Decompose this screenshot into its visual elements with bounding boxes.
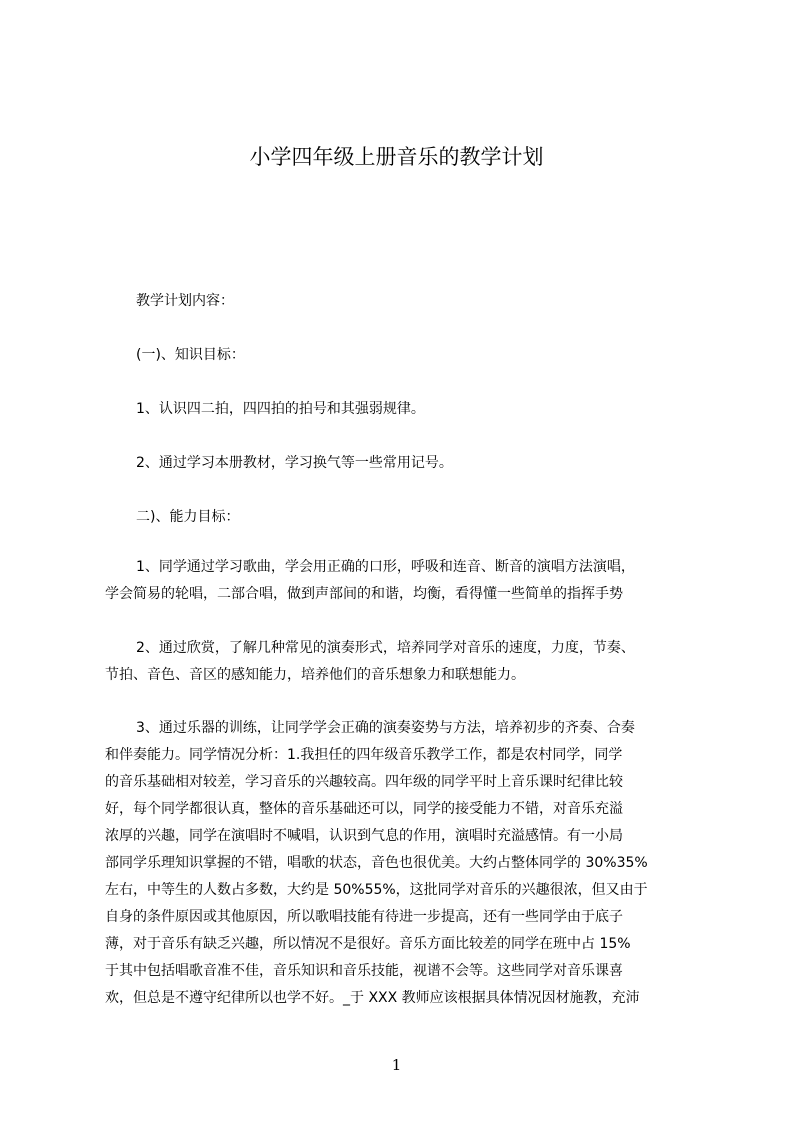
paragraph-ability-3-line: 自身的条件原因或其他原因，所以歌唱技能有待进一步提高，还有一些同学由于底子 (105, 909, 623, 925)
paragraph-ability-3-line: 欢，但总是不遵守纪律所以也学不好。_于 XXX 教师应该根据具体情况因材施教，充沛 (105, 990, 640, 1006)
document-title: 小学四年级上册音乐的教学计划 (249, 145, 544, 169)
paragraph-knowledge-1: 1、认识四二拍，四四拍的拍号和其强弱规律。 (136, 401, 425, 417)
section-heading-knowledge-goals: (一)、知识目标： (136, 347, 245, 363)
paragraph-ability-2-line: 2、通过欣赏，了解几种常见的演奏形式，培养同学对音乐的速度，力度，节奏、 (136, 640, 635, 656)
paragraph-ability-3-line: 左右，中等生的人数占多数，大约是 50%55%，这批同学对音乐的兴趣很浓，但又由于 (105, 882, 648, 898)
section-heading-plan-content: 教学计划内容： (136, 293, 234, 309)
paragraph-ability-3-line: 3、通过乐器的训练，让同学学会正确的演奏姿势与方法，培养初步的齐奏、合奏 (136, 720, 635, 736)
paragraph-ability-3-line: 于其中包括唱歌音准不佳，音乐知识和音乐技能，视谱不会等。这些同学对音乐课喜 (105, 963, 623, 979)
page-number: 1 (391, 1056, 402, 1074)
paragraph-ability-3-line: 好，每个同学都很认真，整体的音乐基础还可以，同学的接受能力不错，对音乐充溢 (105, 801, 623, 817)
paragraph-ability-2-line: 节拍、音色、音区的感知能力，培养他们的音乐想象力和联想能力。 (105, 667, 525, 683)
paragraph-ability-3-line: 部同学乐理知识掌握的不错，唱歌的状态，音色也很优美。大约占整体同学的 30%35% (105, 855, 648, 871)
paragraph-ability-1-line: 1、同学通过学习歌曲，学会用正确的口形，呼吸和连音、断音的演唱方法演唱， (136, 559, 635, 575)
paragraph-ability-3-line: 和伴奏能力。同学情况分析：1.我担任的四年级音乐教学工作，都是农村同学，同学 (105, 747, 623, 763)
paragraph-ability-3-line: 浓厚的兴趣，同学在演唱时不喊唱，认识到气息的作用，演唱时充溢感情。有一小局 (105, 828, 623, 844)
paragraph-ability-3-line: 的音乐基础相对较差，学习音乐的兴趣较高。四年级的同学平时上音乐课时纪律比较 (105, 774, 623, 790)
paragraph-ability-3-line: 薄，对于音乐有缺乏兴趣，所以情况不是很好。音乐方面比较差的同学在班中占 15% (105, 936, 631, 952)
section-heading-ability-goals: 二)、能力目标： (136, 509, 240, 525)
paragraph-knowledge-2: 2、通过学习本册教材，学习换气等一些常用记号。 (136, 455, 453, 471)
paragraph-ability-1-line: 学会简易的轮唱，二部合唱，做到声部间的和谐，均衡，看得懂一些简单的指挥手势 (105, 586, 623, 602)
